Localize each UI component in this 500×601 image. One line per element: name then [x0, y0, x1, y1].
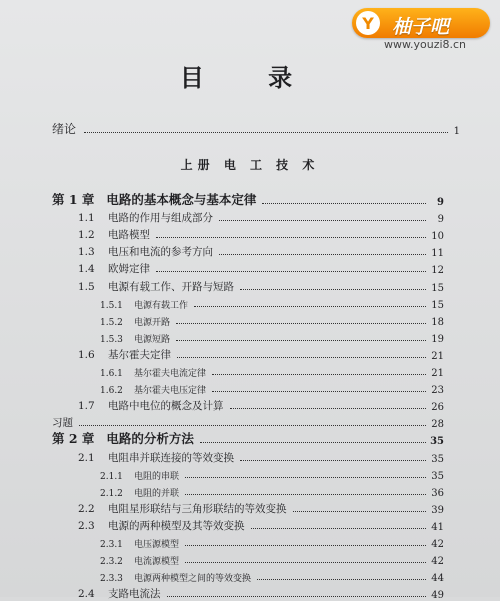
toc-entry-l2 [100, 466, 444, 482]
intro-label: 绪论 [52, 122, 77, 136]
entry-number: 习题 [52, 417, 73, 429]
toc-entry-l2 [100, 483, 444, 499]
entry-page-number: 42 [431, 539, 444, 550]
entry-page-number: 9 [437, 214, 444, 225]
entry-label [78, 227, 150, 242]
dot-leader [240, 289, 426, 290]
entry-label [78, 398, 224, 413]
entry-label [100, 571, 251, 584]
entry-number: 1.3 [78, 246, 95, 258]
dot-leader [230, 408, 427, 409]
dot-leader [156, 237, 426, 238]
entry-title: 电源开路 [134, 318, 171, 328]
dot-leader [156, 271, 426, 272]
toc-entry-l1 [78, 346, 444, 362]
entry-title: 电源短路 [134, 335, 171, 345]
entry-title: 欧姆定律 [108, 263, 150, 275]
toc-entry-l2 [100, 329, 444, 345]
entry-number: 第 1 章 [52, 192, 95, 207]
entry-label [78, 518, 245, 533]
entry-title: 电路的基本概念与基本定律 [106, 192, 257, 207]
entry-page-number: 35 [431, 471, 444, 482]
entry-label [100, 537, 179, 550]
entry-page-number: 49 [431, 590, 444, 601]
entry-label [78, 261, 150, 276]
entry-label [78, 347, 171, 362]
dot-leader [176, 323, 426, 324]
dot-leader [79, 425, 426, 426]
toc-entry-ex [52, 414, 444, 430]
entry-page-number: 15 [431, 283, 444, 294]
dot-leader [212, 391, 426, 392]
entry-label [78, 244, 213, 259]
entry-number: 1.5.2 [100, 318, 123, 328]
entry-title: 电流源模型 [134, 557, 180, 567]
entry-page-number: 42 [431, 556, 444, 567]
entry-title: 基尔霍夫电流定律 [134, 369, 207, 379]
entry-page-number: 12 [431, 265, 444, 276]
entry-label [78, 279, 234, 294]
entry-number: 1.4 [78, 263, 95, 275]
entry-title: 电源有载工作、开路与短路 [108, 281, 234, 293]
entry-number: 2.3 [78, 520, 95, 532]
entry-label [100, 315, 170, 328]
entry-title: 支路电流法 [108, 588, 161, 600]
logo-name: 柚子吧 [392, 16, 450, 38]
dot-leader [251, 528, 427, 529]
entry-number: 1.2 [78, 229, 95, 241]
entry-title: 电路的分析方法 [106, 431, 194, 446]
toc-entry-l1 [78, 226, 444, 242]
entry-page-number: 41 [431, 522, 444, 533]
toc-entry-l2 [100, 551, 444, 567]
dot-leader [293, 511, 427, 512]
dot-leader [240, 460, 426, 461]
entry-title: 电路的作用与组成部分 [108, 212, 213, 224]
toc-entry-l1 [78, 397, 444, 413]
entry-label [100, 298, 188, 311]
entry-page-number: 19 [431, 334, 444, 345]
entry-label [52, 429, 194, 447]
entry-page-number: 9 [437, 197, 444, 208]
entry-label [78, 501, 287, 516]
entry-page-number: 15 [431, 300, 444, 311]
toc-entry-chap [52, 192, 444, 208]
entry-title: 电阻的并联 [134, 489, 180, 499]
toc-entry-l2 [100, 312, 444, 328]
dot-leader [200, 442, 426, 443]
entry-page-number: 26 [431, 402, 444, 413]
entry-page-number: 35 [431, 454, 444, 465]
entry-title: 电阻星形联结与三角形联结的等效变换 [108, 503, 287, 515]
entry-number: 第 2 章 [52, 431, 95, 446]
entry-label [100, 554, 179, 567]
toc-entry-l2 [100, 568, 444, 584]
toc-entry-l1 [78, 500, 444, 516]
entry-label [100, 383, 206, 396]
toc-entry-l2 [100, 534, 444, 550]
dot-leader [84, 132, 448, 133]
toc-entry-l1 [78, 449, 444, 465]
dot-leader [257, 579, 426, 580]
dot-leader [185, 562, 426, 563]
entry-number: 1.6.2 [100, 386, 123, 396]
toc-entry-l1 [78, 517, 444, 533]
entry-page-number: 10 [431, 231, 444, 242]
toc-entry-l1 [78, 585, 444, 601]
entry-title: 电源的两种模型及其等效变换 [108, 520, 245, 532]
page-title: 目 录 [179, 63, 321, 92]
entry-number: 1.5.3 [100, 335, 123, 345]
toc-entry-l1 [78, 260, 444, 276]
toc-entry-l2 [100, 380, 444, 396]
logo-url: www.youzi8.cn [384, 38, 467, 51]
entry-page-number: 23 [431, 385, 444, 396]
entry-number: 2.3.2 [100, 557, 123, 567]
entry-number: 2.1.2 [100, 489, 123, 499]
dot-leader [185, 494, 426, 495]
entry-title: 电阻的串联 [134, 472, 180, 482]
entry-label [78, 210, 213, 225]
entry-title: 电压源模型 [134, 540, 180, 550]
entry-title: 电压和电流的参考方向 [108, 246, 213, 258]
entry-label [78, 586, 161, 601]
entry-page-number: 35 [430, 436, 444, 447]
entry-number: 1.5 [78, 281, 95, 293]
toc-entry-l1 [78, 278, 444, 294]
toc-intro-row [52, 121, 460, 137]
entry-number: 2.3.3 [100, 574, 123, 584]
entry-number: 1.1 [78, 212, 95, 224]
entry-page-number: 11 [431, 248, 444, 259]
entry-title: 电路模型 [108, 229, 150, 241]
entry-number: 1.6 [78, 349, 95, 361]
entry-page-number: 44 [431, 573, 444, 584]
dot-leader [194, 306, 426, 307]
entry-number: 2.4 [78, 588, 95, 600]
entry-title: 基尔霍夫电压定律 [134, 386, 207, 396]
entry-title: 电源两种模型之间的等效变换 [134, 574, 252, 584]
entry-page-number: 36 [431, 488, 444, 499]
entry-page-number: 21 [431, 368, 444, 379]
entry-page-number: 39 [431, 505, 444, 516]
dot-leader [219, 220, 426, 221]
dot-leader [212, 374, 426, 375]
dot-leader [177, 357, 426, 358]
dot-leader [219, 254, 426, 255]
dot-leader [176, 340, 426, 341]
entry-number: 2.3.1 [100, 540, 123, 550]
entry-label [100, 332, 170, 345]
toc-entry-l1 [78, 243, 444, 259]
watermark-logo [352, 6, 492, 52]
entry-number: 2.2 [78, 503, 95, 515]
entry-number: 1.7 [78, 400, 95, 412]
entry-label [78, 450, 234, 465]
dot-leader [185, 545, 426, 546]
dot-leader [185, 477, 426, 478]
entry-title: 电阻串并联连接的等效变换 [108, 452, 234, 464]
entry-page-number: 18 [431, 317, 444, 328]
entry-number: 2.1 [78, 452, 95, 464]
section-heading: 上册 电 工 技 术 [180, 158, 320, 172]
toc-entry-l2 [100, 363, 444, 379]
entry-title: 电源有载工作 [134, 301, 189, 311]
entry-page-number: 28 [431, 419, 444, 430]
entry-title: 基尔霍夫定律 [108, 349, 171, 361]
dot-leader [262, 203, 426, 204]
toc-entry-l2 [100, 295, 444, 311]
entry-title: 电路中电位的概念及计算 [108, 400, 224, 412]
intro-page: 1 [453, 126, 460, 137]
logo-circle-icon: Y [356, 11, 380, 35]
entry-label [52, 190, 256, 208]
entry-number: 1.6.1 [100, 369, 123, 379]
entry-label [100, 469, 179, 482]
toc-entry-chap [52, 431, 444, 447]
toc-entry-l1 [78, 209, 444, 225]
entry-label [52, 415, 73, 430]
entry-label [100, 366, 206, 379]
entry-page-number: 21 [431, 351, 444, 362]
entry-number: 1.5.1 [100, 301, 123, 311]
entry-label [100, 486, 179, 499]
entry-number: 2.1.1 [100, 472, 123, 482]
